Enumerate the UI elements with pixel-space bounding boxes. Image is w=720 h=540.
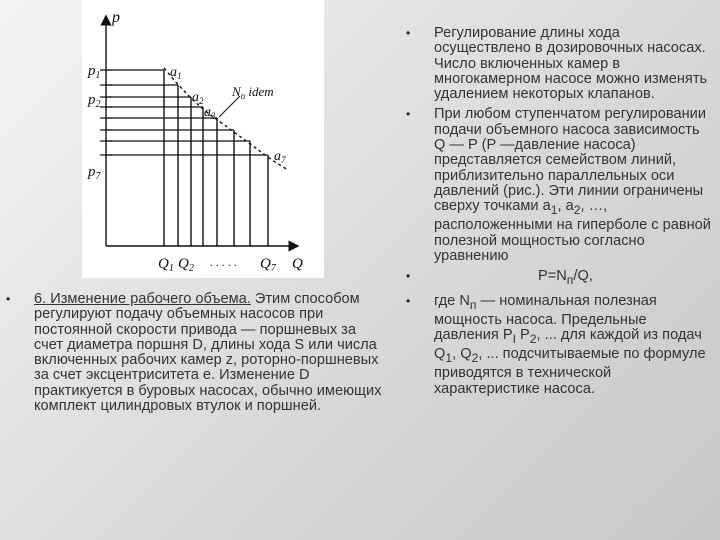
nominal-text-2: — номинальная полезная мощность насоса. Предельные давления P <box>434 292 657 344</box>
stepwise-text-mid: , a <box>557 198 574 215</box>
point-a2: $a_2$ <box>192 90 204 106</box>
y-axis-label: p <box>112 9 120 26</box>
nominal-text-1: где N <box>434 292 470 309</box>
point-a1: $a_1$ <box>170 65 182 81</box>
y-label-p7: $p_7$ <box>88 164 101 182</box>
power-formula-item <box>434 269 714 288</box>
nominal-sub-n: п <box>469 297 477 312</box>
sub-a2: 2 <box>573 203 581 218</box>
pump-characteristic-diagram <box>82 0 324 278</box>
sub-a1: 1 <box>550 203 558 218</box>
nominal-sub-q1: 1 <box>445 351 453 366</box>
stepwise-regulation-item <box>434 107 714 264</box>
nominal-text-5: , Q <box>452 346 472 363</box>
nominal-sub-p2: 2 <box>529 331 537 346</box>
nominal-sub-q2: 2 <box>471 351 479 366</box>
formula-part-a: P=N <box>538 268 567 285</box>
x-label-q7: $Q_7$ <box>260 256 276 274</box>
left-bullet-list <box>34 292 384 419</box>
stroke-length-item <box>434 26 714 102</box>
right-bullet-list <box>434 26 714 402</box>
formula-part-b: /Q, <box>573 268 593 285</box>
stroke-length-text: Регулирование длины хода осуществлено в дозировочных насосах. Число включенных камер в многокамерном насосе можно изменять удалением некоторых клапанов. <box>434 25 708 103</box>
x-label-q2: $Q_2$ <box>178 256 194 274</box>
x-label-dots: . . . . . <box>210 255 237 269</box>
y-label-p1: $p_1$ <box>88 63 101 81</box>
nominal-sub-p1: I <box>512 331 516 346</box>
formula-sub: п <box>566 273 574 288</box>
nominal-text-4: , ... для каждой из подач Q <box>434 327 702 363</box>
volume-change-body: Этим способом регулируют подачу объемных насосов при постоянной скорости привода — поршневых за счет диаметра поршня D, длины хода S или числа включенных рабочих камер z, роторно-поршневых за счет эксцентриситета е. Изменение D практикуется в буровых насосах, обычно имеющих комплект цилиндровых втулок и поршней. <box>34 291 382 415</box>
nominal-power-item <box>434 294 714 398</box>
x-axis-label: Q <box>292 256 303 272</box>
stepwise-text-1: При любом ступенчатом регулировании подачи объемного насоса зависимость Q — P (P —давление насоса) представляется семейством линий, приблизительно параллельных оси давлений (рис.). Эти линии ограничены сверху точками a <box>434 106 706 215</box>
nominal-text-6: , ... подсчитываемые по формуле приводятся в технической характеристике насоса. <box>434 346 706 397</box>
volume-change-item <box>34 292 384 414</box>
point-a7: $a_7$ <box>274 149 286 165</box>
nominal-text-3: P <box>515 327 530 344</box>
point-a3: $a_3$ <box>204 105 216 121</box>
diagram-svg <box>82 0 324 278</box>
x-label-q1: $Q_1$ <box>158 256 174 274</box>
stepwise-text-2: , …, расположенными на гиперболе с равной полезной мощностью согласно уравнению <box>434 198 711 265</box>
curve-label-leader <box>219 96 240 117</box>
horizontal-pressure-lines <box>106 70 268 155</box>
curve-label: $N_п$ idem <box>232 84 274 101</box>
y-label-p2: $p_2$ <box>88 92 101 110</box>
volume-change-heading: 6. Изменение рабочего объема. <box>34 291 251 307</box>
